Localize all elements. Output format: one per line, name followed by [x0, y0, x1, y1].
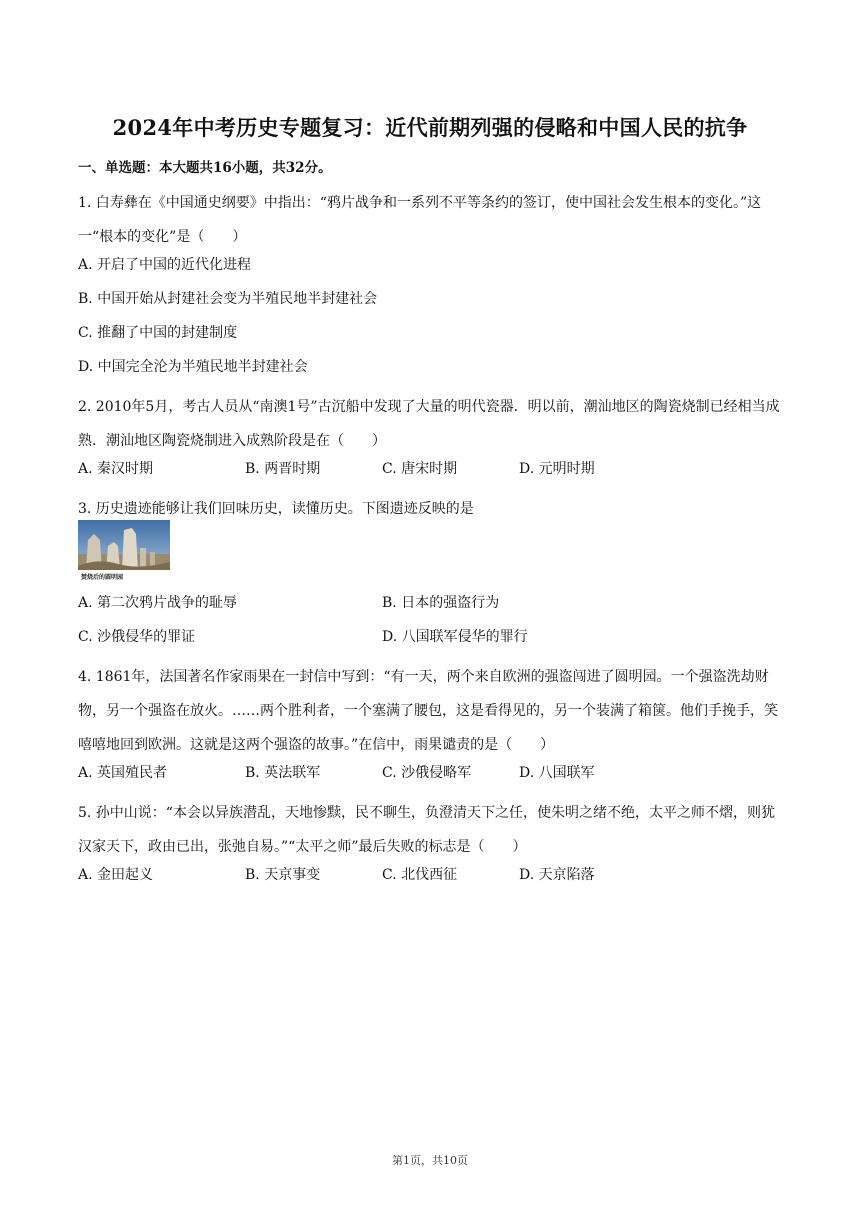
question-5-option-a: A. 金田起义 [78, 867, 154, 883]
question-1-option-c: C. 推翻了中国的封建制度 [78, 325, 238, 341]
question-4 [78, 660, 788, 796]
question-1-option-b: B. 中国开始从封建社会变为半殖民地半封建社会 [78, 291, 378, 307]
yuanmingyuan-ruins-image [78, 520, 170, 582]
ruins-photo [78, 520, 170, 582]
question-3-option-c: C. 沙俄侵华的罪证 [78, 629, 196, 645]
question-4-option-a: A. 英国殖民者 [78, 765, 168, 781]
question-3-options-row-2 [78, 626, 788, 660]
question-2-option-d: D. 元明时期 [519, 461, 595, 477]
question-3-options-row-1 [78, 592, 788, 626]
question-4-options [78, 762, 788, 796]
question-2-option-a: A. 秦汉时期 [78, 461, 154, 477]
question-4-stem: 4. 1861年，法国著名作家雨果在一封信中写到：“有一天，两个来自欧洲的强盗闯进了圆明园。一个强盗洗劫财物，另一个强盗在放火。……两个胜利者，一个塞满了腰包，这是看得见的，另一个装满了箱箧。他们手挽手，笑嘻嘻地回到欧洲。这就是这两个强盗的故事。”在信中，雨果谴责的是（ ） [78, 669, 778, 753]
question-5-stem: 5. 孙中山说：“本会以异族潜乱，天地惨黩，民不聊生，负澄清天下之任，使朱明之绪不绝，太平之师不熠，则犹汉家天下，政由已出，张弛自易。”“太平之师”最后失败的标志是（ ） [78, 805, 775, 855]
question-4-option-c: C. 沙俄侵略军 [382, 765, 472, 781]
question-5 [78, 796, 788, 898]
question-1-option-d: D. 中国完全沦为半殖民地半封建社会 [78, 359, 308, 375]
question-1-option-a: A. 开启了中国的近代化进程 [78, 257, 252, 273]
question-3-option-d: D. 八国联军侵华的罪行 [382, 629, 528, 645]
question-list [78, 186, 788, 898]
question-2-options [78, 458, 788, 492]
question-4-option-b: B. 英法联军 [245, 765, 321, 781]
question-3-option-b: B. 日本的强盗行为 [382, 595, 500, 611]
page-title: 2024年中考历史专题复习：近代前期列强的侵略和中国人民的抗争 [112, 115, 748, 140]
question-5-options [78, 864, 788, 898]
question-3-option-a: A. 第二次鸦片战争的耻辱 [78, 595, 238, 611]
question-1 [78, 186, 788, 390]
page-footer: 第1页，共10页 [392, 1154, 468, 1167]
section-heading: 一、单选题：本大题共16小题，共32分。 [78, 160, 332, 176]
question-2-option-b: B. 两晋时期 [245, 461, 321, 477]
question-3 [78, 492, 788, 660]
image-caption: 焚烧后的圆明园 [81, 574, 124, 581]
question-2 [78, 390, 788, 492]
question-2-option-c: C. 唐宋时期 [382, 461, 458, 477]
question-4-option-d: D. 八国联军 [519, 765, 595, 781]
question-5-option-d: D. 天京陷落 [519, 867, 595, 883]
question-5-option-b: B. 天京事变 [245, 867, 321, 883]
question-1-stem: 1. 白寿彝在《中国通史纲要》中指出：“鸦片战争和一系列不平等条约的签订，使中国社会发生根本的变化。”这一“根本的变化”是（ ） [78, 195, 762, 245]
question-3-stem: 3. 历史遗迹能够让我们回味历史，读懂历史。下图遗迹反映的是 [78, 501, 474, 517]
question-5-option-c: C. 北伐西征 [382, 867, 458, 883]
question-2-stem: 2. 2010年5月，考古人员从“南澳1号”古沉船中发现了大量的明代瓷器．明以前，潮汕地区的陶瓷烧制已经相当成熟．潮汕地区陶瓷烧制进入成熟阶段是在（ ） [78, 399, 780, 449]
